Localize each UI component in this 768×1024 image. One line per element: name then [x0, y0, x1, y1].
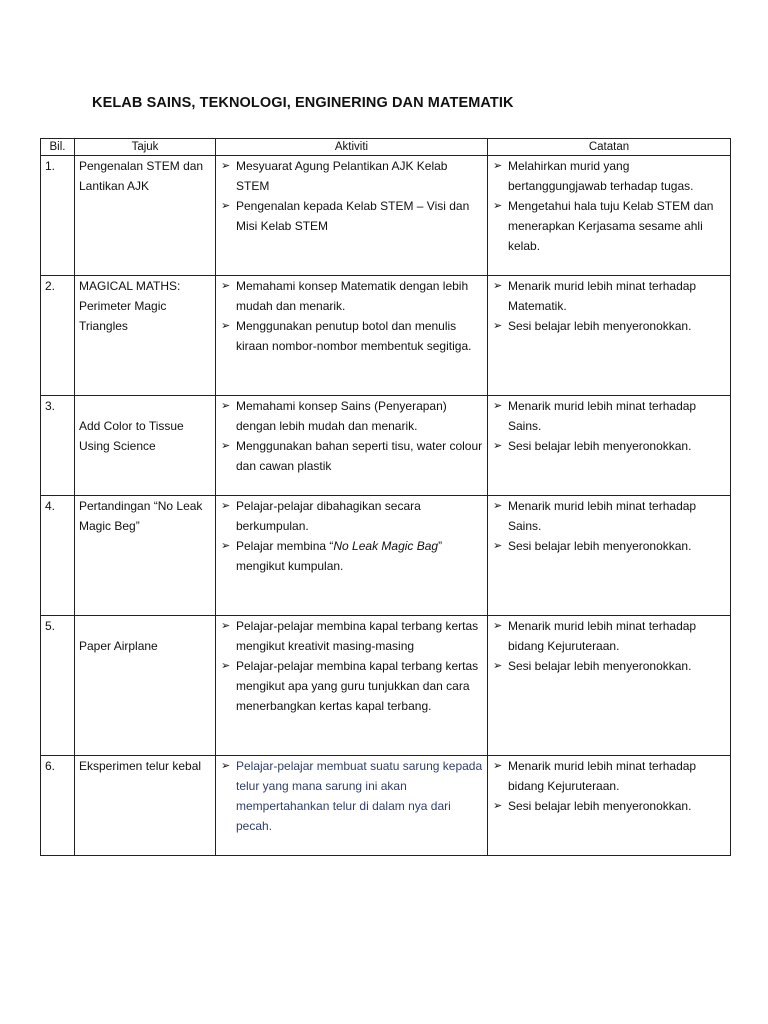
- tajuk-text: MAGICAL MATHS: Perimeter Magic Triangles: [79, 279, 181, 333]
- arrowhead-bullet-icon: ➢: [221, 400, 231, 412]
- cell-catatan: [488, 276, 731, 396]
- list-item: [492, 796, 726, 816]
- table-row: [41, 276, 731, 396]
- list-item-text: Pelajar membina “: [236, 539, 334, 553]
- list-item-text: Pelajar-pelajar membina kapal terbang kertas mengikut apa yang guru tunjukkan dan cara menerbangkan kertas kapal terbang.: [236, 659, 479, 713]
- list-item-text: ” mengikut kumpulan.: [236, 539, 443, 573]
- list-item: [220, 536, 483, 576]
- table-row: [41, 156, 731, 276]
- cell-catatan: [488, 396, 731, 496]
- list-item: [220, 276, 483, 316]
- arrowhead-bullet-icon: ➢: [221, 200, 231, 212]
- list-item: [220, 316, 483, 356]
- list-item-text: Menarik murid lebih minat terhadap Sains.: [508, 499, 697, 533]
- cell-aktiviti: [216, 756, 488, 856]
- arrowhead-bullet-icon: ➢: [221, 500, 231, 512]
- list-item-text: Menarik murid lebih minat terhadap Sains.: [508, 399, 697, 433]
- list-item-text: Sesi belajar lebih menyeronokkan.: [508, 539, 692, 553]
- arrowhead-bullet-icon: ➢: [493, 620, 503, 632]
- list-item: [492, 616, 726, 656]
- list-item: [492, 436, 726, 456]
- arrowhead-bullet-icon: ➢: [221, 660, 231, 672]
- arrowhead-bullet-icon: ➢: [493, 320, 503, 332]
- bullet-list: [220, 276, 483, 356]
- list-item-text: Menarik murid lebih minat terhadap bidang Kejuruteraan.: [508, 619, 697, 653]
- cell-tajuk: [75, 156, 216, 276]
- list-item-text: Sesi belajar lebih menyeronokkan.: [508, 659, 692, 673]
- bullet-list: [220, 756, 483, 836]
- list-item: [220, 156, 483, 196]
- tajuk-text: Paper Airplane: [79, 639, 158, 653]
- list-item-text: Sesi belajar lebih menyeronokkan.: [508, 319, 692, 333]
- list-item-text: Pelajar-pelajar dibahagikan secara berkumpulan.: [236, 499, 421, 533]
- arrowhead-bullet-icon: ➢: [493, 440, 503, 452]
- list-item: [492, 156, 726, 196]
- list-item: [492, 656, 726, 676]
- list-item: [220, 396, 483, 436]
- list-item: [220, 616, 483, 656]
- cell-tajuk: [75, 616, 216, 756]
- header-aktiviti: Aktiviti: [216, 139, 488, 156]
- cell-catatan: [488, 156, 731, 276]
- list-item: [492, 756, 726, 796]
- list-item-text: Memahami konsep Sains (Penyerapan) dengan lebih mudah dan menarik.: [236, 399, 447, 433]
- header-tajuk: Tajuk: [75, 139, 216, 156]
- arrowhead-bullet-icon: ➢: [493, 280, 503, 292]
- list-item-text: Menarik murid lebih minat terhadap bidang Kejuruteraan.: [508, 759, 697, 793]
- list-item-text: Menggunakan penutup botol dan menulis kiraan nombor-nombor membentuk segitiga.: [236, 319, 472, 353]
- cell-bil: 4.: [41, 496, 75, 616]
- cell-catatan: [488, 496, 731, 616]
- arrowhead-bullet-icon: ➢: [221, 620, 231, 632]
- cell-bil: 3.: [41, 396, 75, 496]
- arrowhead-bullet-icon: ➢: [493, 760, 503, 772]
- table-row: [41, 496, 731, 616]
- list-item-text: Sesi belajar lebih menyeronokkan.: [508, 439, 692, 453]
- list-item: [220, 656, 483, 716]
- list-item: [492, 396, 726, 436]
- arrowhead-bullet-icon: ➢: [221, 160, 231, 172]
- list-item: [220, 436, 483, 476]
- list-item: [492, 496, 726, 536]
- list-item-text: Menggunakan bahan seperti tisu, water colour dan cawan plastik: [236, 439, 483, 473]
- arrowhead-bullet-icon: ➢: [493, 660, 503, 672]
- cell-aktiviti: [216, 156, 488, 276]
- bullet-list: [492, 156, 726, 256]
- cell-catatan: [488, 616, 731, 756]
- list-item-text: Mengetahui hala tuju Kelab STEM dan menerapkan Kerjasama sesame ahli kelab.: [508, 199, 714, 253]
- arrowhead-bullet-icon: ➢: [493, 160, 503, 172]
- tajuk-text: Add Color to Tissue Using Science: [79, 419, 184, 453]
- list-item: [220, 756, 483, 836]
- cell-aktiviti: [216, 276, 488, 396]
- bullet-list: [220, 616, 483, 716]
- table-row: [41, 396, 731, 496]
- cell-tajuk: [75, 276, 216, 396]
- bullet-list: [220, 396, 483, 476]
- cell-aktiviti: [216, 616, 488, 756]
- arrowhead-bullet-icon: ➢: [221, 540, 231, 552]
- table-row: [41, 616, 731, 756]
- arrowhead-bullet-icon: ➢: [221, 760, 231, 772]
- bullet-list: [492, 616, 726, 676]
- document-title: KELAB SAINS, TEKNOLOGI, ENGINERING DAN MATEMATIK: [92, 95, 514, 111]
- bullet-list: [492, 276, 726, 336]
- arrowhead-bullet-icon: ➢: [493, 540, 503, 552]
- tajuk-text: Eksperimen telur kebal: [79, 759, 202, 773]
- header-catatan: Catatan: [488, 139, 731, 156]
- activity-table: [40, 138, 731, 856]
- table-row: [41, 756, 731, 856]
- cell-tajuk: [75, 396, 216, 496]
- cell-bil: 2.: [41, 276, 75, 396]
- list-item-text: Memahami konsep Matematik dengan lebih mudah dan menarik.: [236, 279, 469, 313]
- tajuk-text: Pertandingan “No Leak Magic Beg”: [79, 499, 203, 533]
- arrowhead-bullet-icon: ➢: [493, 800, 503, 812]
- cell-bil: 1.: [41, 156, 75, 276]
- arrowhead-bullet-icon: ➢: [493, 500, 503, 512]
- bullet-list: [492, 496, 726, 556]
- table-header-row: [41, 139, 731, 156]
- header-bil: Bil.: [41, 139, 75, 156]
- italic-text: No Leak Magic Bag: [333, 539, 439, 553]
- list-item: [492, 316, 726, 336]
- cell-bil: 5.: [41, 616, 75, 756]
- list-item-text: Menarik murid lebih minat terhadap Matematik.: [508, 279, 697, 313]
- arrowhead-bullet-icon: ➢: [221, 280, 231, 292]
- tajuk-text: Pengenalan STEM dan Lantikan AJK: [79, 159, 204, 193]
- cell-tajuk: [75, 756, 216, 856]
- bullet-list: [492, 396, 726, 456]
- list-item: [492, 196, 726, 256]
- bullet-list: [220, 156, 483, 236]
- bullet-list: [220, 496, 483, 576]
- cell-catatan: [488, 756, 731, 856]
- list-item-text: Mesyuarat Agung Pelantikan AJK Kelab STEM: [236, 159, 448, 193]
- cell-aktiviti: [216, 396, 488, 496]
- list-item: [492, 536, 726, 556]
- cell-aktiviti: [216, 496, 488, 616]
- cell-bil: 6.: [41, 756, 75, 856]
- list-item-text: Pelajar-pelajar membuat suatu sarung kepada telur yang mana sarung ini akan mempertahankan telur di dalam nya dari pecah.: [236, 759, 483, 833]
- bullet-list: [492, 756, 726, 816]
- list-item: [492, 276, 726, 316]
- list-item-text: Pengenalan kepada Kelab STEM – Visi dan Misi Kelab STEM: [236, 199, 470, 233]
- list-item: [220, 496, 483, 536]
- list-item-text: Sesi belajar lebih menyeronokkan.: [508, 799, 692, 813]
- arrowhead-bullet-icon: ➢: [493, 200, 503, 212]
- arrowhead-bullet-icon: ➢: [221, 440, 231, 452]
- list-item: [220, 196, 483, 236]
- list-item-text: Pelajar-pelajar membina kapal terbang kertas mengikut kreativit masing-masing: [236, 619, 479, 653]
- arrowhead-bullet-icon: ➢: [493, 400, 503, 412]
- cell-tajuk: [75, 496, 216, 616]
- arrowhead-bullet-icon: ➢: [221, 320, 231, 332]
- list-item-text: Melahirkan murid yang bertanggungjawab terhadap tugas.: [508, 159, 694, 193]
